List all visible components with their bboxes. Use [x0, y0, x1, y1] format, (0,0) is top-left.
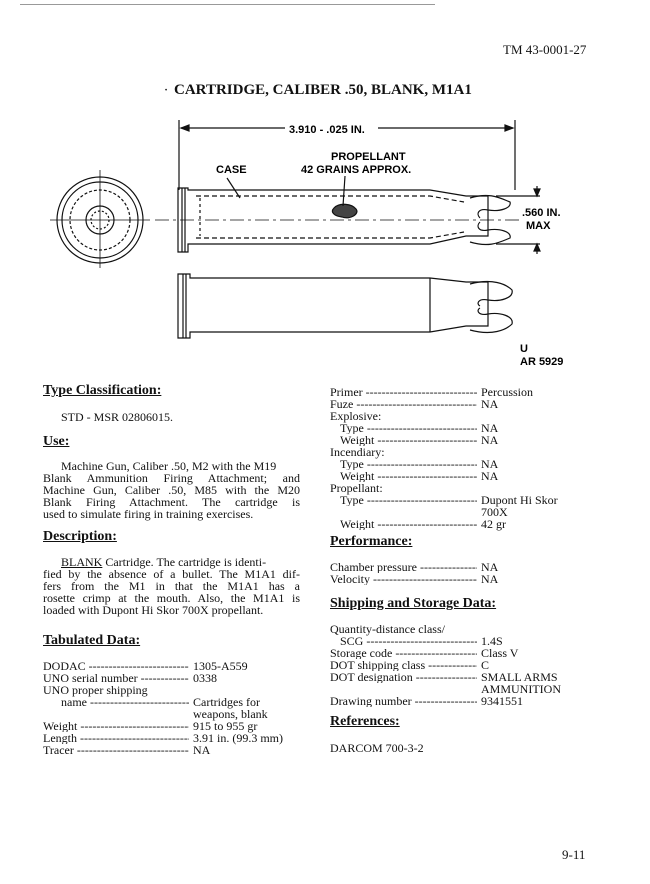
case-label: CASE: [216, 164, 247, 176]
dot-shipping-class-row: [330, 658, 490, 672]
type-classification-text: STD - MSR 02806015.: [61, 410, 174, 424]
title-bullet: ·: [164, 83, 169, 98]
primer-value: Percussion: [481, 385, 533, 399]
propellant-amount-label: 42 GRAINS APPROX.: [301, 164, 412, 176]
chamber-pressure-row: [330, 560, 499, 574]
svg-text:MAX: [526, 220, 551, 232]
dot-shipping-class-label: DOT shipping class -----: [330, 659, 477, 671]
primer-label: Primer -----: [330, 386, 477, 398]
use-line: Blank Ammunition Firing Attachment; and: [43, 471, 300, 485]
explosive-type-value: NA: [481, 421, 499, 435]
description-first-rest: Cartridge. The cartridge is identi-: [102, 555, 267, 569]
explosive-weight-value: NA: [481, 433, 499, 447]
name-value-2: weapons, blank: [193, 707, 268, 721]
svg-text:.560 IN.: [522, 207, 561, 219]
dodac-value: 1305-A559: [193, 659, 248, 673]
explosive-weight-label: Weight -----: [330, 434, 477, 446]
svg-text:CASE: [216, 164, 247, 176]
figure-mark-u: U: [520, 343, 528, 355]
explosive-label: Explosive:: [330, 409, 382, 423]
description-line: fers from the M1 in that the M1A1 has a: [43, 579, 300, 593]
length-row: [43, 731, 283, 745]
name-row: [43, 695, 260, 709]
drawing-number-label: Drawing number -----: [330, 695, 477, 707]
use-line: Blank Firing Attachment. The cartridge is: [43, 495, 300, 509]
page-title: CARTRIDGE, CALIBER .50, BLANK, M1A1: [174, 82, 472, 98]
storage-code-label: Storage code -----: [330, 647, 477, 659]
drawing-number-value: 9341551: [481, 694, 523, 708]
type-classification-heading: Type Classification:: [43, 383, 162, 398]
weight-label: Weight -----: [43, 720, 189, 732]
scg-label: SCG -----: [330, 635, 477, 647]
incendiary-type-row: [330, 457, 499, 471]
propellant-weight-row: [330, 517, 506, 531]
tabulated-data-heading: Tabulated Data:: [43, 633, 141, 648]
scg-row: [330, 634, 503, 648]
storage-code-value: Class V: [481, 646, 519, 660]
dodac-label: DODAC -----: [43, 660, 189, 672]
use-line: Machine Gun, Caliber .50, M85 with the M20: [43, 483, 300, 497]
weight-value: 915 to 955 gr: [193, 719, 258, 733]
fuze-value: NA: [481, 397, 499, 411]
uno-proper-row: [43, 684, 148, 696]
propellant-weight-label: Weight -----: [330, 518, 477, 530]
dot-designation-row: [330, 670, 558, 684]
scg-value: 1.4S: [481, 634, 503, 648]
svg-text:U: [520, 343, 528, 355]
length-dimension-label: 3.910 - .025 IN.: [289, 124, 365, 136]
dot-designation-value-1: SMALL ARMS: [481, 670, 558, 684]
description-text: [43, 556, 300, 616]
uno-serial-label: UNO serial number -----: [43, 672, 189, 684]
explosive-type-label: Type -----: [330, 422, 477, 434]
incendiary-type-label: Type -----: [330, 458, 477, 470]
svg-text:AR 5929: [520, 356, 563, 368]
weight-row: [43, 719, 258, 733]
use-heading: Use:: [43, 434, 70, 449]
diameter-max-label: MAX: [526, 220, 551, 232]
incendiary-type-value: NA: [481, 457, 499, 471]
shipping-heading: Shipping and Storage Data:: [330, 596, 497, 611]
svg-text:3.910 - .025 IN.: [289, 124, 365, 136]
dot-designation-value-2: AMMUNITION: [481, 682, 561, 696]
propellant-weight-value: 42 gr: [481, 517, 506, 531]
use-line: Machine Gun, Caliber .50, M2 with the M19: [61, 459, 277, 473]
svg-text:PROPELLANT: [331, 151, 406, 163]
dodac-row: [43, 659, 248, 673]
drawing-number-row: [330, 694, 523, 708]
dot-shipping-class-value: C: [481, 658, 490, 672]
description-first-word: BLANK: [61, 555, 103, 569]
propellant-label: PROPELLANT: [331, 151, 406, 163]
references-text: DARCOM 700-3-2: [330, 741, 424, 755]
quantity-distance-label: Quantity-distance class/: [330, 622, 445, 636]
propellant-type-value-2: 700X: [481, 505, 508, 519]
explosive-type-row: [330, 421, 499, 435]
propellant-type-value-1: Dupont Hi Skor: [481, 493, 558, 507]
propellant-type-row: [330, 493, 558, 507]
cartridge-base-view: [50, 170, 150, 268]
svg-text:42 GRAINS APPROX.: [301, 164, 411, 176]
velocity-row: [330, 572, 499, 586]
description-heading: Description:: [43, 529, 117, 544]
description-line: loaded with Dupont Hi Skor 700X propellant.: [43, 603, 264, 617]
figure-ar-number: AR 5929: [520, 356, 564, 368]
tracer-row: [43, 743, 211, 757]
length-value: 3.91 in. (99.3 mm): [193, 731, 283, 745]
dot-designation-label: DOT designation -----: [330, 671, 477, 683]
cartridge-diagram: [0, 0, 650, 370]
velocity-value: NA: [481, 572, 499, 586]
fuze-label: Fuze -----: [330, 398, 477, 410]
uno-proper-label: UNO proper shipping: [43, 683, 148, 697]
use-line: used to simulate firing in training exercises.: [43, 507, 254, 521]
references-heading: References:: [330, 714, 400, 729]
propellant-section-label: Propellant:: [330, 481, 383, 495]
description-line: fied by the absence of a bullet. The M1A1 dif-: [43, 567, 300, 581]
primer-row: [330, 385, 533, 399]
name-value-1: Cartridges for: [193, 695, 260, 709]
incendiary-weight-value: NA: [481, 469, 499, 483]
chamber-pressure-value: NA: [481, 560, 499, 574]
tracer-label: Tracer -----: [43, 744, 189, 756]
use-text: [43, 460, 300, 520]
incendiary-weight-label: Weight -----: [330, 470, 477, 482]
document-number: TM 43-0001-27: [503, 42, 587, 57]
cartridge-section-view: [155, 176, 540, 254]
cartridge-external-view: [178, 274, 512, 338]
velocity-label: Velocity -----: [330, 573, 477, 585]
page-number: 9-11: [562, 847, 586, 862]
diameter-dimension-label: .560 IN.: [522, 207, 561, 219]
propellant-type-label: Type -----: [330, 494, 477, 506]
length-label: Length -----: [43, 732, 189, 744]
performance-heading: Performance:: [330, 534, 413, 549]
storage-code-row: [330, 646, 519, 660]
tracer-value: NA: [193, 743, 211, 757]
name-label: name -----: [43, 696, 189, 708]
chamber-pressure-label: Chamber pressure -----: [330, 561, 477, 573]
incendiary-label: Incendiary:: [330, 445, 385, 459]
description-line: rosette crimp at the mouth. Also, the M1A1 is: [43, 591, 300, 605]
uno-serial-value: 0338: [193, 671, 217, 685]
